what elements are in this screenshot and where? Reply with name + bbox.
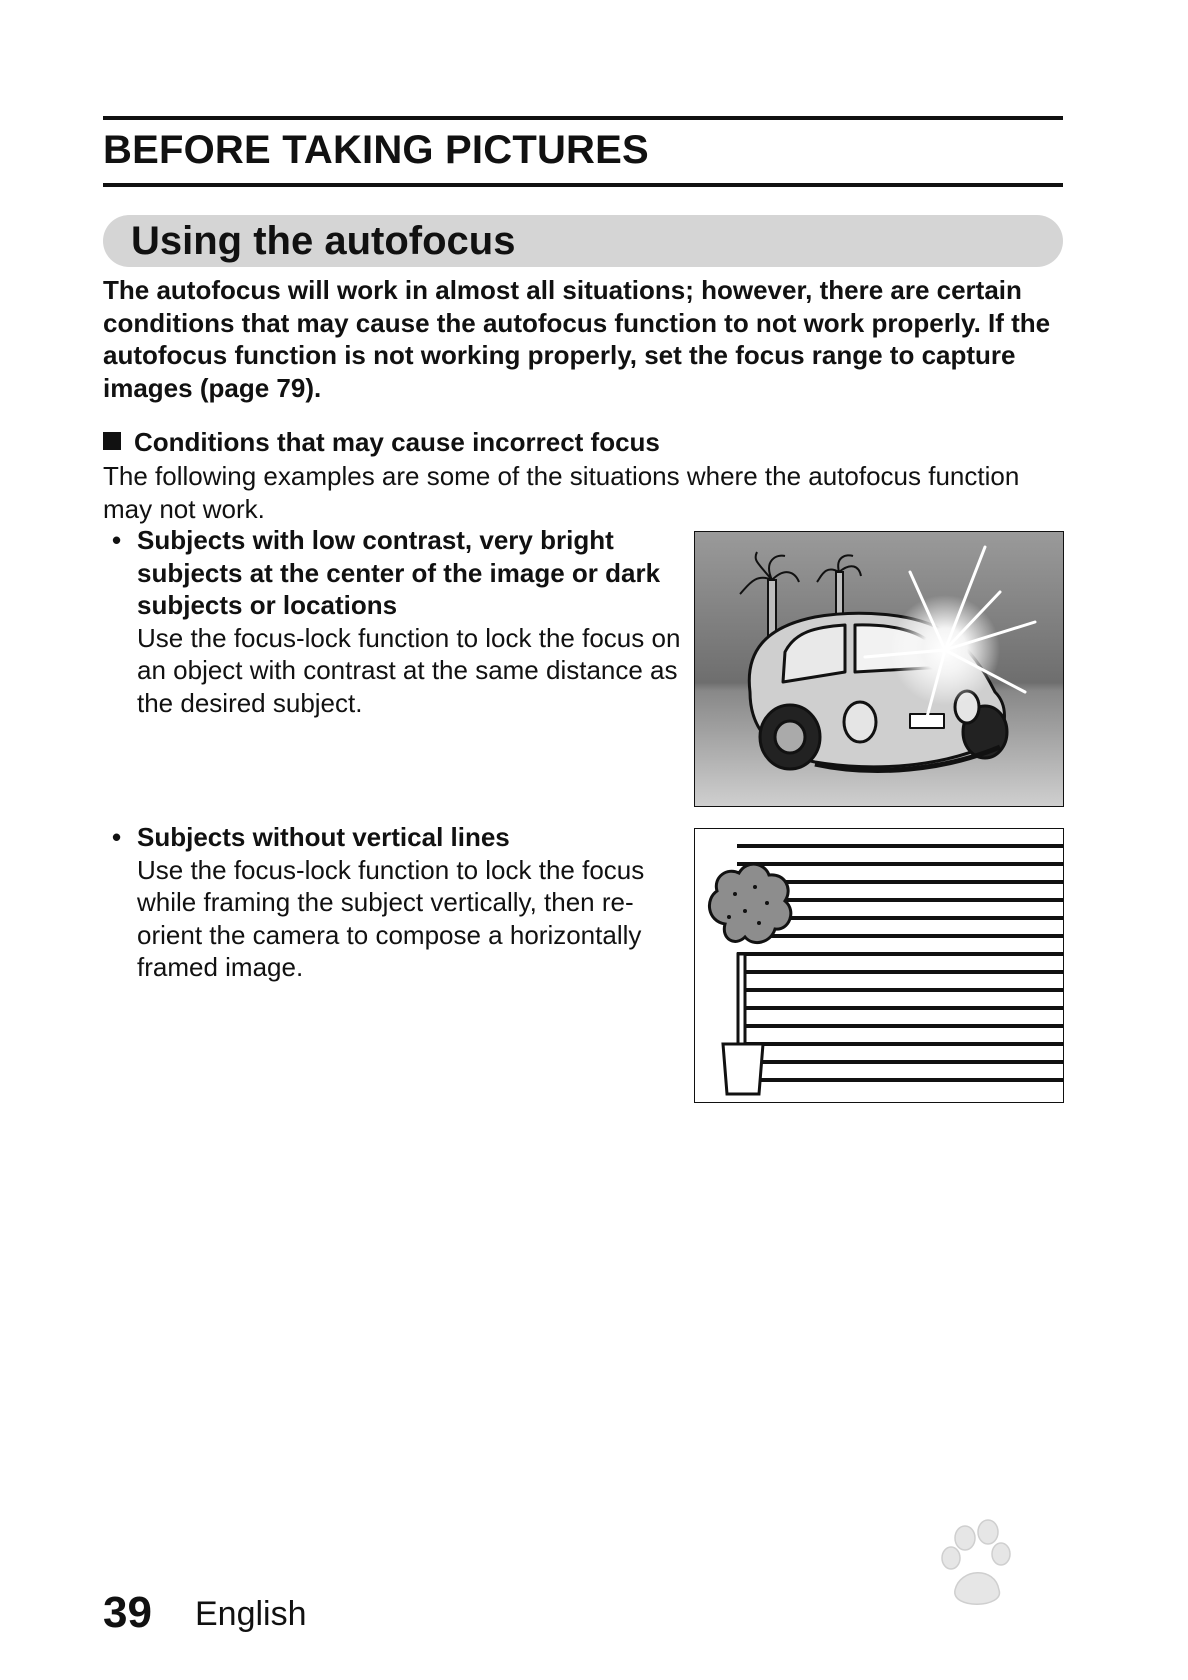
conditions-description: The following examples are some of the situations where the autofocus function may not work. [103,461,1020,524]
bullet-dot-icon: • [112,822,122,852]
square-bullet-icon [103,432,121,450]
car-flare-figure [694,531,1064,807]
condition-item-body: Use the focus-lock function to lock the focus while framing the subject vertically, then re-orient the camera to compose a horizontally framed image. [137,854,645,982]
section-header [103,215,1063,267]
conditions-heading [103,426,660,458]
horizontal-lines-figure [694,828,1064,1103]
car-with-bright-flare-illustration [695,532,1063,806]
condition-item-title: Subjects without vertical lines [137,822,510,852]
bullet-dot-icon: • [112,525,122,555]
condition-item-body: Use the focus-lock function to lock the focus on an object with contrast at the same distance as the desired subject. [137,622,681,718]
horizontal-lines-with-potted-tree-illustration [695,829,1063,1102]
page-number: 39 [103,1588,152,1637]
condition-item [112,821,697,984]
chapter-bottom-rule [103,183,1063,187]
baidu-watermark-icon [845,1510,1125,1660]
conditions-heading-text: Conditions that may cause incorrect focus [134,427,660,457]
footer-language: English [195,1595,307,1633]
baidu-watermark-logo [845,1510,1125,1665]
condition-item [112,524,697,719]
intro-paragraph: The autofocus will work in almost all situations; however, there are certain conditions that may cause the autofocus function to not work properly. If the autofocus function is not working properly, set the focus range to capture images (page 79). [103,275,1051,403]
chapter-title: BEFORE TAKING PICTURES [103,128,649,172]
chapter-top-rule [103,116,1063,120]
section-title: Using the autofocus [131,219,516,263]
condition-item-title: Subjects with low contrast, very bright subjects at the center of the image or dark subjects or locations [137,525,661,620]
